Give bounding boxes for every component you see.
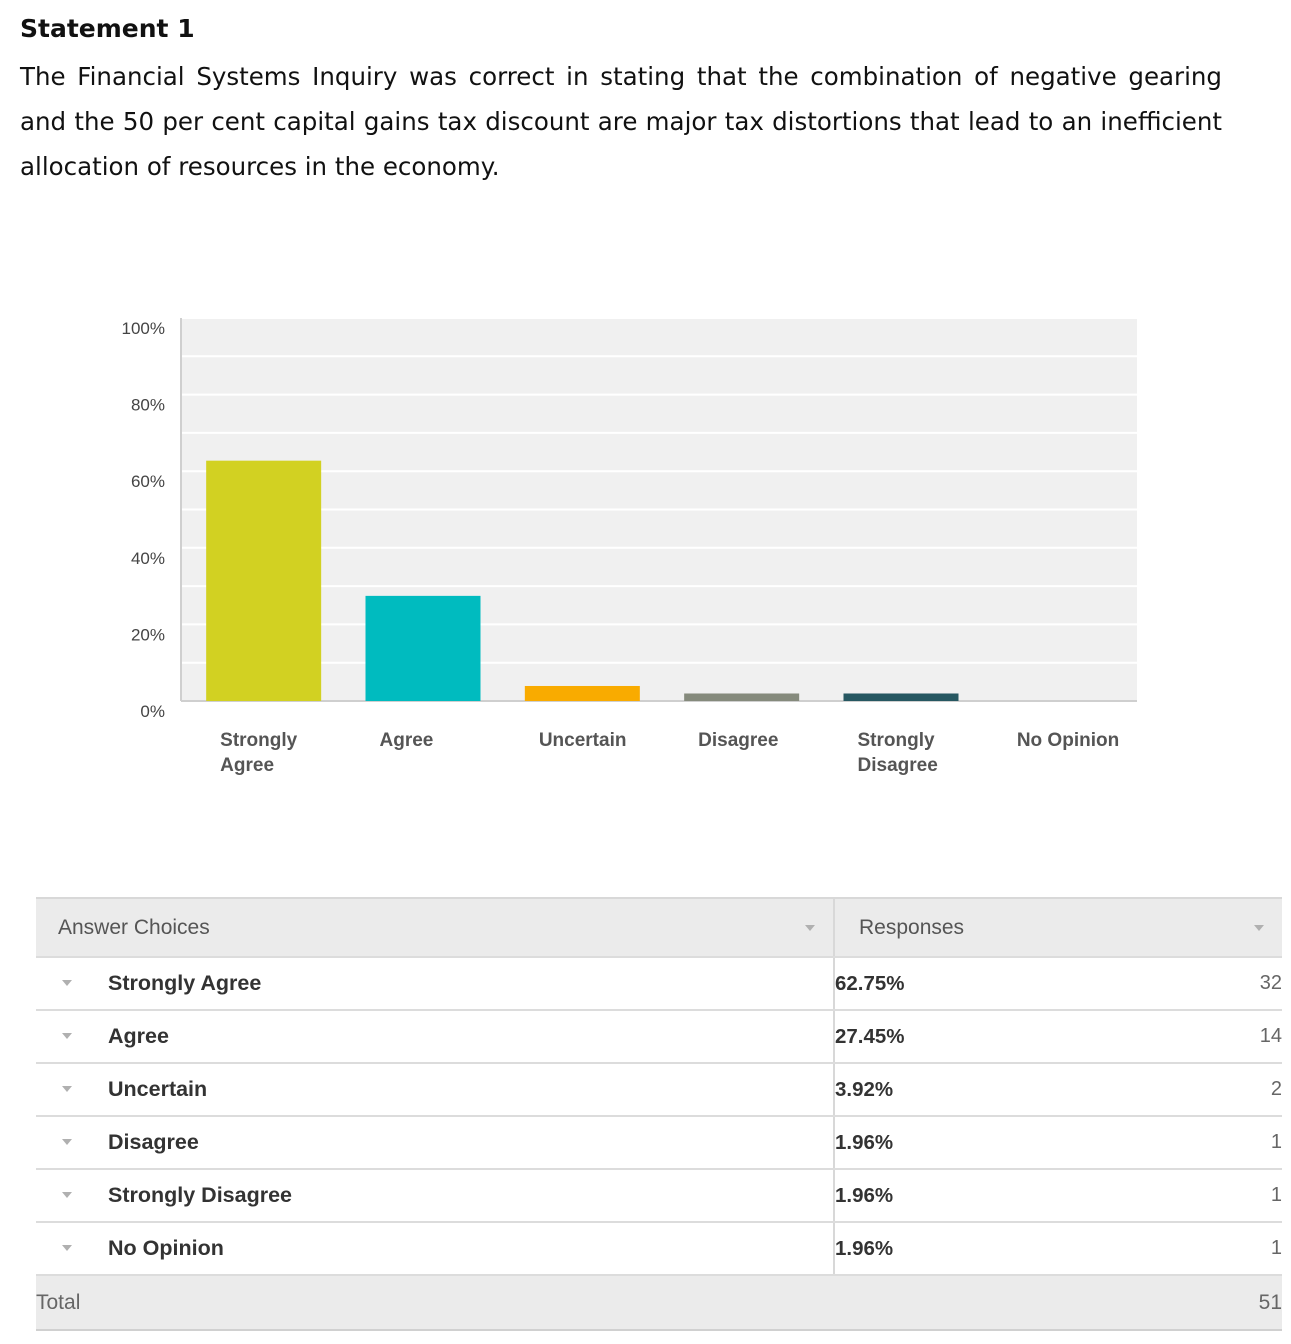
answer-choice-cell (36, 957, 834, 1010)
y-axis-ticks (122, 319, 165, 721)
response-percent: 1.96% (834, 1116, 1082, 1169)
answer-choice-label: Strongly Agree (108, 971, 262, 995)
answer-choice-label: No Opinion (108, 1236, 224, 1260)
x-category-label (539, 730, 627, 751)
sort-caret-icon[interactable] (1254, 925, 1264, 931)
total-count: 51 (1082, 1275, 1282, 1330)
response-percent: 27.45% (834, 1010, 1082, 1063)
response-percent: 62.75% (834, 957, 1082, 1010)
x-axis-labels (220, 730, 1119, 776)
row-expand-caret-icon[interactable] (62, 1192, 72, 1198)
row-expand-caret-icon[interactable] (62, 1139, 72, 1145)
bar-no-opinion (1003, 693, 1118, 701)
answer-choice-cell (36, 1169, 834, 1222)
responses-bar-chart (0, 300, 1291, 800)
table-row (36, 1010, 1282, 1063)
answer-choice-cell (36, 1116, 834, 1169)
x-category-label-line: Agree (220, 755, 275, 776)
x-category-label-line: Strongly (857, 730, 935, 751)
x-category-label (698, 730, 778, 751)
total-row (36, 1275, 1282, 1330)
x-category-label (858, 730, 938, 776)
y-tick-label: 0% (140, 702, 165, 721)
x-category-label-line: Disagree (698, 730, 779, 751)
table-row (36, 1116, 1282, 1169)
table-row (36, 957, 1282, 1010)
total-label: Total (36, 1275, 1082, 1330)
response-count: 2 (1082, 1063, 1282, 1116)
table-row (36, 1063, 1282, 1116)
answer-choices-header-label: Answer Choices (58, 915, 210, 939)
table-row (36, 1222, 1282, 1275)
answer-choice-label: Strongly Disagree (108, 1183, 292, 1207)
bar-strongly-disagree (844, 693, 959, 701)
sort-caret-icon[interactable] (805, 925, 815, 931)
statement-text: The Financial Systems Inquiry was correct in stating that the combination of negative gearing and the 50 per cent capital gains tax discount are major tax distortions that lead to an inefficient allocation of resources in the economy. (20, 62, 1222, 181)
row-expand-caret-icon[interactable] (62, 980, 72, 986)
answer-choice-cell (36, 1010, 834, 1063)
row-expand-caret-icon[interactable] (62, 1033, 72, 1039)
y-tick-label: 60% (130, 472, 165, 492)
response-percent: 3.92% (834, 1063, 1082, 1116)
bar-disagree (684, 693, 799, 701)
x-category-label-line: Disagree (857, 755, 938, 776)
answer-choice-label: Agree (108, 1024, 169, 1048)
responses-header-label: Responses (859, 915, 965, 939)
y-tick-label: 80% (130, 395, 165, 415)
response-percent: 1.96% (834, 1222, 1082, 1275)
response-count: 1 (1082, 1116, 1282, 1169)
bar-strongly-agree (206, 461, 321, 701)
bar-uncertain (525, 686, 640, 701)
table-row (36, 1169, 1282, 1222)
x-category-label-line: No Opinion (1016, 730, 1120, 751)
answer-choice-cell (36, 1222, 834, 1275)
response-count: 1 (1082, 1169, 1282, 1222)
x-category-label-line: Agree (379, 730, 434, 751)
response-count: 14 (1082, 1010, 1282, 1063)
statement-title: Statement 1 (20, 14, 195, 43)
answer-choice-label: Disagree (108, 1130, 199, 1154)
answer-choice-cell (36, 1063, 834, 1116)
answer-choice-label: Uncertain (108, 1077, 208, 1101)
response-percent: 1.96% (834, 1169, 1082, 1222)
x-category-label (1017, 730, 1119, 751)
y-tick-label: 40% (130, 548, 165, 568)
row-expand-caret-icon[interactable] (62, 1086, 72, 1092)
response-count: 1 (1082, 1222, 1282, 1275)
row-expand-caret-icon[interactable] (62, 1245, 72, 1251)
x-category-label-line: Strongly (220, 730, 298, 751)
y-tick-label: 20% (130, 625, 165, 645)
y-tick-label: 100% (121, 319, 165, 338)
x-category-label (380, 730, 434, 751)
response-count: 32 (1082, 957, 1282, 1010)
table-header-row (36, 898, 1282, 957)
x-category-label (220, 730, 297, 776)
bar-agree (366, 596, 481, 701)
answer-choices-header[interactable] (36, 898, 834, 957)
x-category-label-line: Uncertain (538, 730, 627, 751)
responses-header[interactable] (834, 898, 1282, 957)
responses-table (36, 897, 1282, 1331)
